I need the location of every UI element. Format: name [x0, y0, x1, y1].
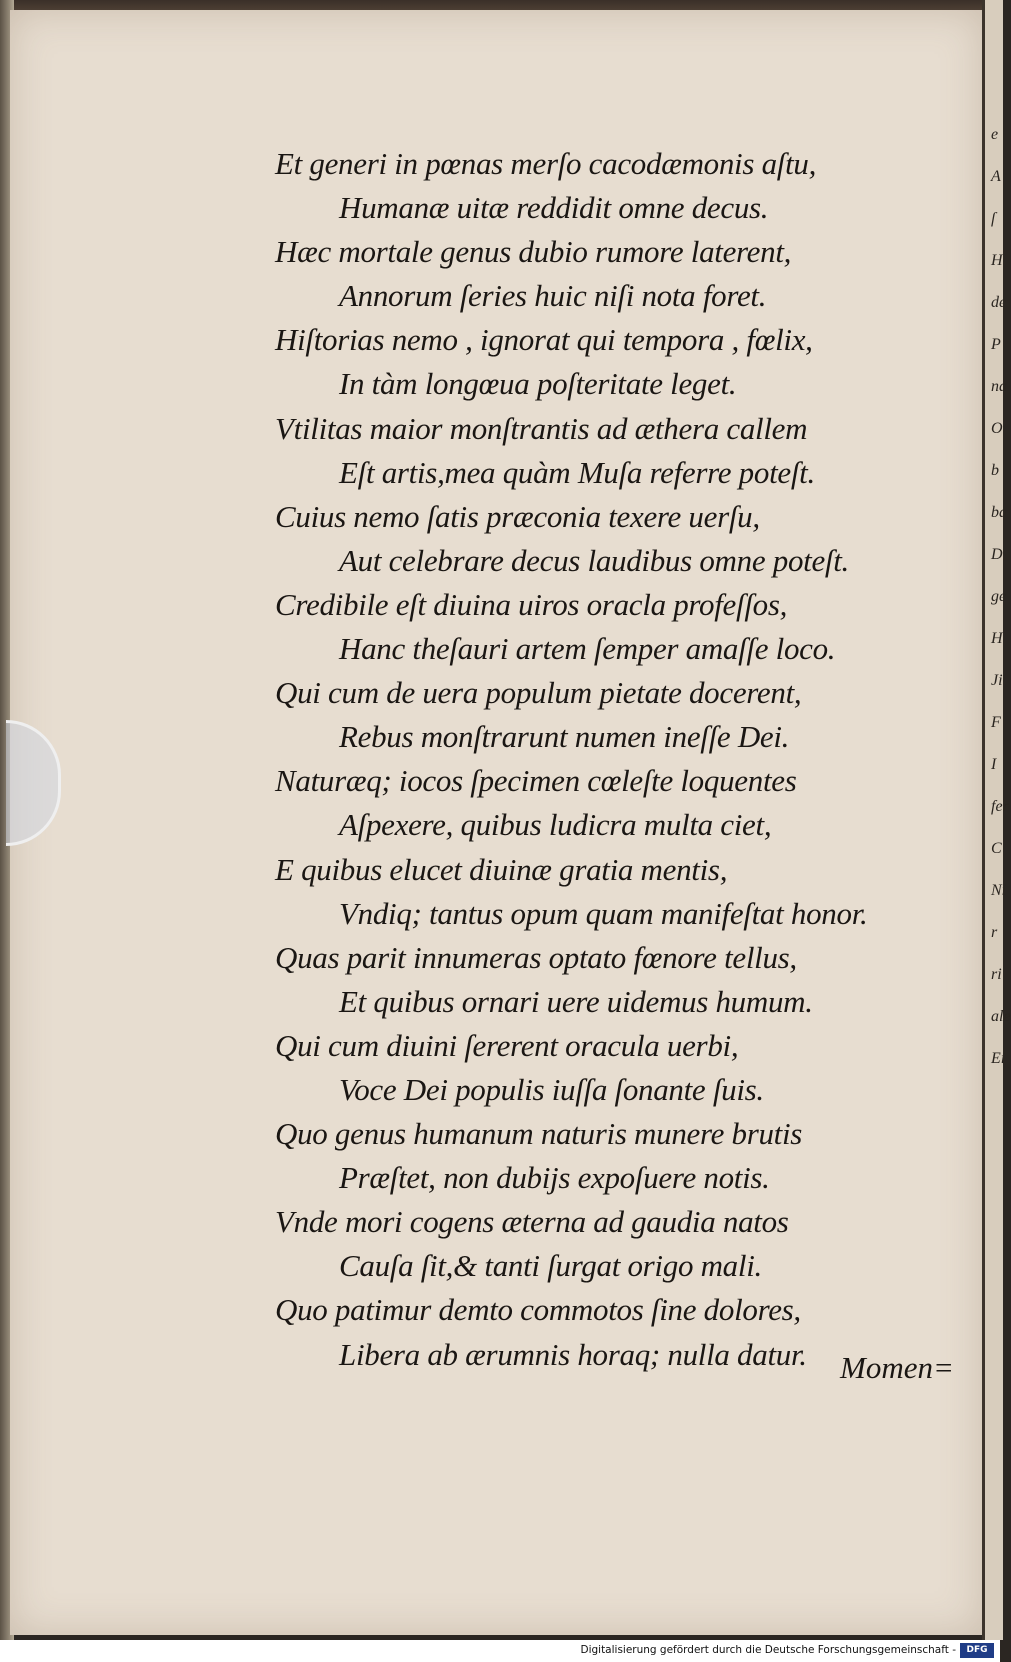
facing-page-fragment: ba: [991, 504, 1007, 521]
poem-text: [275, 142, 975, 1377]
facing-page-fragment: ri: [991, 966, 1002, 983]
poem-line: Hæc mortale genus dubio rumore laterent,: [275, 234, 792, 270]
facing-page-fragment: D: [991, 546, 1003, 563]
poem-line: Quo patimur demto commotos ſine dolores,: [275, 1292, 801, 1328]
facing-page-fragment: fer: [991, 798, 1009, 815]
poem-line: Quas parit innumeras optato fœnore tellus,: [275, 939, 797, 975]
poem-line: Aut celebrare decus laudibus omne poteſt.: [339, 542, 849, 578]
poem-line: E quibus elucet diuinæ gratia mentis,: [275, 851, 728, 887]
facing-page-fragment: H: [991, 252, 1003, 269]
facing-page-fragment: O: [991, 420, 1003, 437]
poem-line: Vtilitas maior monſtrantis ad æthera callem: [275, 410, 808, 446]
poem-line: Et generi in pœnas merſo cacodæmonis aſtu,: [275, 146, 817, 181]
poem-line: Vndiq; tantus opum quam manifeſtat honor.: [339, 895, 868, 931]
facing-page-fragment: de: [991, 294, 1007, 311]
facing-page-fragment: A: [991, 168, 1001, 185]
poem-line: Qui cum de uera populum pietate docerent,: [275, 675, 802, 711]
facing-page-fragment: ge: [991, 588, 1007, 605]
page-clip: [6, 720, 61, 846]
facing-page-fragment: b: [991, 462, 999, 479]
poem-line: Quo genus humanum naturis munere brutis: [275, 1116, 803, 1152]
facing-page-fragment: ſ: [991, 210, 996, 227]
facing-page-fragments: [985, 125, 1011, 1069]
facing-page-fragment: e: [991, 126, 999, 143]
facing-page-fragment: Ji: [991, 672, 1003, 689]
facing-page-fragment: Ei: [991, 1050, 1006, 1067]
poem-line: Cauſa ſit,& tanti ſurgat origo mali.: [339, 1248, 762, 1284]
poem-line: Voce Dei populis iuſſa ſonante ſuis.: [339, 1071, 764, 1107]
footer-credit: Digitalisierung gefördert durch die Deutsche Forschungsgemeinschaft -: [580, 1644, 956, 1656]
facing-page-fragment: P: [991, 336, 1001, 353]
footer-bar: [0, 1640, 1000, 1662]
facing-page-fragment: F: [991, 714, 1001, 731]
dfg-logo: DFG: [960, 1643, 994, 1658]
poem-line: Hiſtorias nemo , ignorat qui tempora , fœlix,: [275, 322, 813, 358]
facing-page-fragment: C: [991, 840, 1002, 857]
facing-page-fragment: r: [991, 924, 998, 941]
poem-line: Credibile eſt diuina uiros oracla profeſſos,: [275, 586, 788, 622]
poem-line: Annorum ſeries huic niſi nota foret.: [339, 278, 767, 314]
facing-page-edge: [982, 0, 1011, 1640]
poem-line: Libera ab ærumnis horaq; nulla datur.: [339, 1336, 807, 1372]
poem-line: Et quibus ornari uere uidemus humum.: [339, 983, 813, 1019]
facing-page-fragment: Ni: [991, 882, 1007, 899]
facing-page-fragment: ale: [991, 1008, 1011, 1025]
facing-page-fragment: I: [991, 756, 997, 773]
poem-line: Rebus monſtrarunt numen ineſſe Dei.: [339, 719, 790, 755]
catchword: Momen=: [840, 1350, 954, 1385]
poem-line: Aſpexere, quibus ludicra multa ciet,: [339, 807, 772, 843]
poem-line: Naturæq; iocos ſpecimen cœleſte loquentes: [275, 763, 797, 799]
poem-line: Eſt artis,mea quàm Muſa referre poteſt.: [339, 454, 815, 490]
poem-line: Humanæ uitæ reddidit omne decus.: [339, 190, 769, 226]
poem-line: Cuius nemo ſatis præconia texere uerſu,: [275, 498, 760, 534]
facing-page-fragment: na: [991, 378, 1007, 395]
facing-page-fragment: H: [991, 630, 1003, 647]
poem-line: Præſtet, non dubijs expoſuere notis.: [339, 1160, 770, 1196]
book-page: [10, 10, 982, 1635]
poem-line: Vnde mori cogens æterna ad gaudia natos: [275, 1204, 789, 1240]
poem-line: Hanc theſauri artem ſemper amaſſe loco.: [339, 631, 836, 667]
poem-line: In tàm longœua poſteritate leget.: [339, 366, 737, 402]
poem-line: Qui cum diuini ſererent oracula uerbi,: [275, 1027, 739, 1063]
